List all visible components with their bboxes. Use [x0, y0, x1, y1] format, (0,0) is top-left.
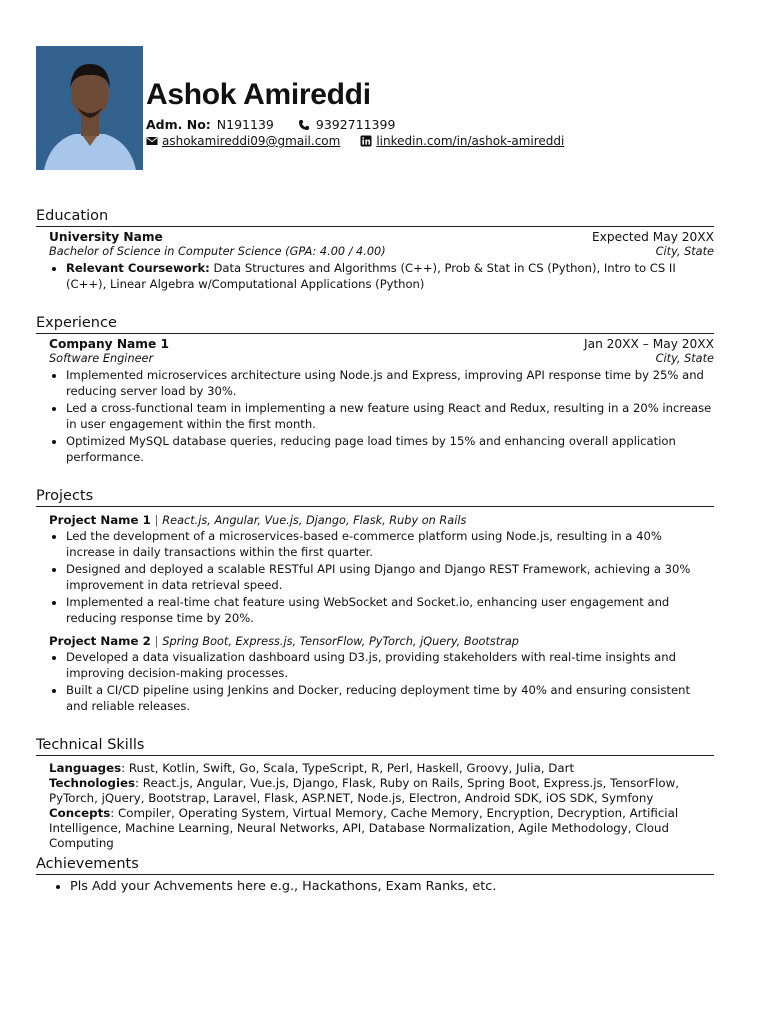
list-item: • Built a CI/CD pipeline using Jenkins and Docker, reducing deployment time by 40% and ensuring consistent and reliable releases.	[66, 683, 714, 714]
adm-number: N191139	[216, 117, 274, 132]
experience-sub-row	[49, 352, 714, 365]
job-role: Software Engineer	[49, 352, 154, 365]
experience-bullets	[36, 368, 714, 465]
skills-technologies	[49, 776, 714, 806]
experience-header-row	[49, 337, 714, 351]
project-tech: Spring Boot, Express.js, TensorFlow, PyTorch, jQuery, Bootstrap	[162, 635, 519, 648]
list-item	[66, 261, 714, 292]
education-date: Expected May 20XX	[591, 230, 714, 244]
coursework-label: Relevant Coursework:	[66, 261, 210, 275]
experience-date: Jan 20XX – May 20XX	[584, 337, 714, 351]
education-entry	[49, 230, 714, 258]
school-name: University Name	[49, 230, 163, 244]
skills-section	[36, 737, 714, 851]
contact-line-2	[146, 134, 564, 148]
education-section	[36, 208, 714, 294]
linkedin-icon	[360, 135, 372, 147]
list-item: • Developed a data visualization dashboard using D3.js, providing stakeholders with real-time insights and improving decision-making processes.	[66, 650, 714, 681]
contact-line-1	[146, 117, 395, 132]
skills-text: : Rust, Kotlin, Swift, Go, Scala, TypeScript, R, Perl, Haskell, Groovy, Julia, Dart	[121, 761, 575, 775]
skills-label: Concepts	[49, 806, 111, 820]
skills-languages	[49, 761, 714, 776]
candidate-name: Ashok Amireddi	[146, 78, 371, 111]
project-name: Project Name 2	[49, 634, 151, 648]
project-name: Project Name 1	[49, 513, 151, 527]
list-item: • Led the development of a microservices-based e-commerce platform using Node.js, resulting in a 40% increase in daily transactions within the first quarter.	[66, 529, 714, 560]
section-title: Education	[36, 208, 714, 227]
education-location: City, State	[655, 245, 714, 258]
project-header	[49, 634, 714, 648]
adm-label: Adm. No:	[146, 117, 211, 132]
project-tech: React.js, Angular, Vue.js, Django, Flask, Ruby on Rails	[162, 514, 467, 527]
project-header	[49, 513, 714, 527]
degree: Bachelor of Science in Computer Science (GPA: 4.00 / 4.00)	[49, 245, 386, 258]
experience-entry	[49, 337, 714, 365]
profile-photo	[36, 46, 143, 170]
phone-number: 9392711399	[315, 117, 396, 132]
list-item: • Optimized MySQL database queries, reducing page load times by 15% and enhancing overall application performance.	[66, 434, 714, 465]
experience-location: City, State	[655, 352, 714, 365]
achievements-section	[36, 856, 714, 894]
skills-text: : React.js, Angular, Vue.js, Django, Flask, Ruby on Rails, Spring Boot, Express.js, TensorFlow, PyTorch, jQuery, Bootstrap, Laravel, Flask, ASP.NET, Node.js, Electron, Android SDK, iOS SDK, Symfony	[49, 776, 680, 805]
email-link[interactable]: ashokamireddi09@gmail.com	[162, 134, 341, 148]
section-title: Experience	[36, 315, 714, 334]
experience-section	[36, 315, 714, 467]
list-item: • Designed and deployed a scalable RESTful API using Django and Django REST Framework, achieving a 30% improvement in data retrieval speed.	[66, 562, 714, 593]
skills-block	[49, 761, 714, 851]
phone-icon	[298, 119, 310, 131]
skills-concepts	[49, 806, 714, 851]
project-bullets	[36, 529, 714, 626]
projects-section	[36, 488, 714, 716]
education-sub-row	[49, 245, 714, 258]
envelope-icon	[146, 135, 158, 147]
education-header-row	[49, 230, 714, 244]
section-title: Projects	[36, 488, 714, 507]
list-item: • Implemented microservices architecture using Node.js and Express, improving API response time by 25% and reducing server load by 30%.	[66, 368, 714, 399]
coursework-text: Data Structures and Algorithms (C++), Prob & Stat in CS (Python), Intro to CS II (C++), Linear Algebra w/Computational Applications (Python)	[66, 261, 676, 291]
section-title: Achievements	[36, 856, 714, 875]
list-item: • Implemented a real-time chat feature using WebSocket and Socket.io, enhancing user engagement and reducing response time by 20%.	[66, 595, 714, 626]
list-item: • Led a cross-functional team in implementing a new feature using React and Redux, resulting in a 20% increase in user engagement within the first month.	[66, 401, 714, 432]
project-separator: |	[154, 634, 159, 648]
achievements-list	[36, 879, 714, 894]
section-title: Technical Skills	[36, 737, 714, 756]
linkedin-link[interactable]: linkedin.com/in/ashok-amireddi	[376, 134, 565, 148]
list-item: • Pls Add your Achvements here e.g., Hackathons, Exam Ranks, etc.	[70, 879, 714, 894]
project-bullets	[36, 650, 714, 714]
project-separator: |	[154, 513, 159, 527]
coursework-list	[36, 261, 714, 292]
skills-text: : Compiler, Operating System, Virtual Memory, Cache Memory, Encryption, Decryption, Artificial Intelligence, Machine Learning, Neural Networks, API, Database Normalization, Agile Methodology, Cloud Computing	[49, 806, 679, 850]
skills-label: Technologies	[49, 776, 136, 790]
company-name: Company Name 1	[49, 337, 169, 351]
skills-label: Languages	[49, 761, 122, 775]
